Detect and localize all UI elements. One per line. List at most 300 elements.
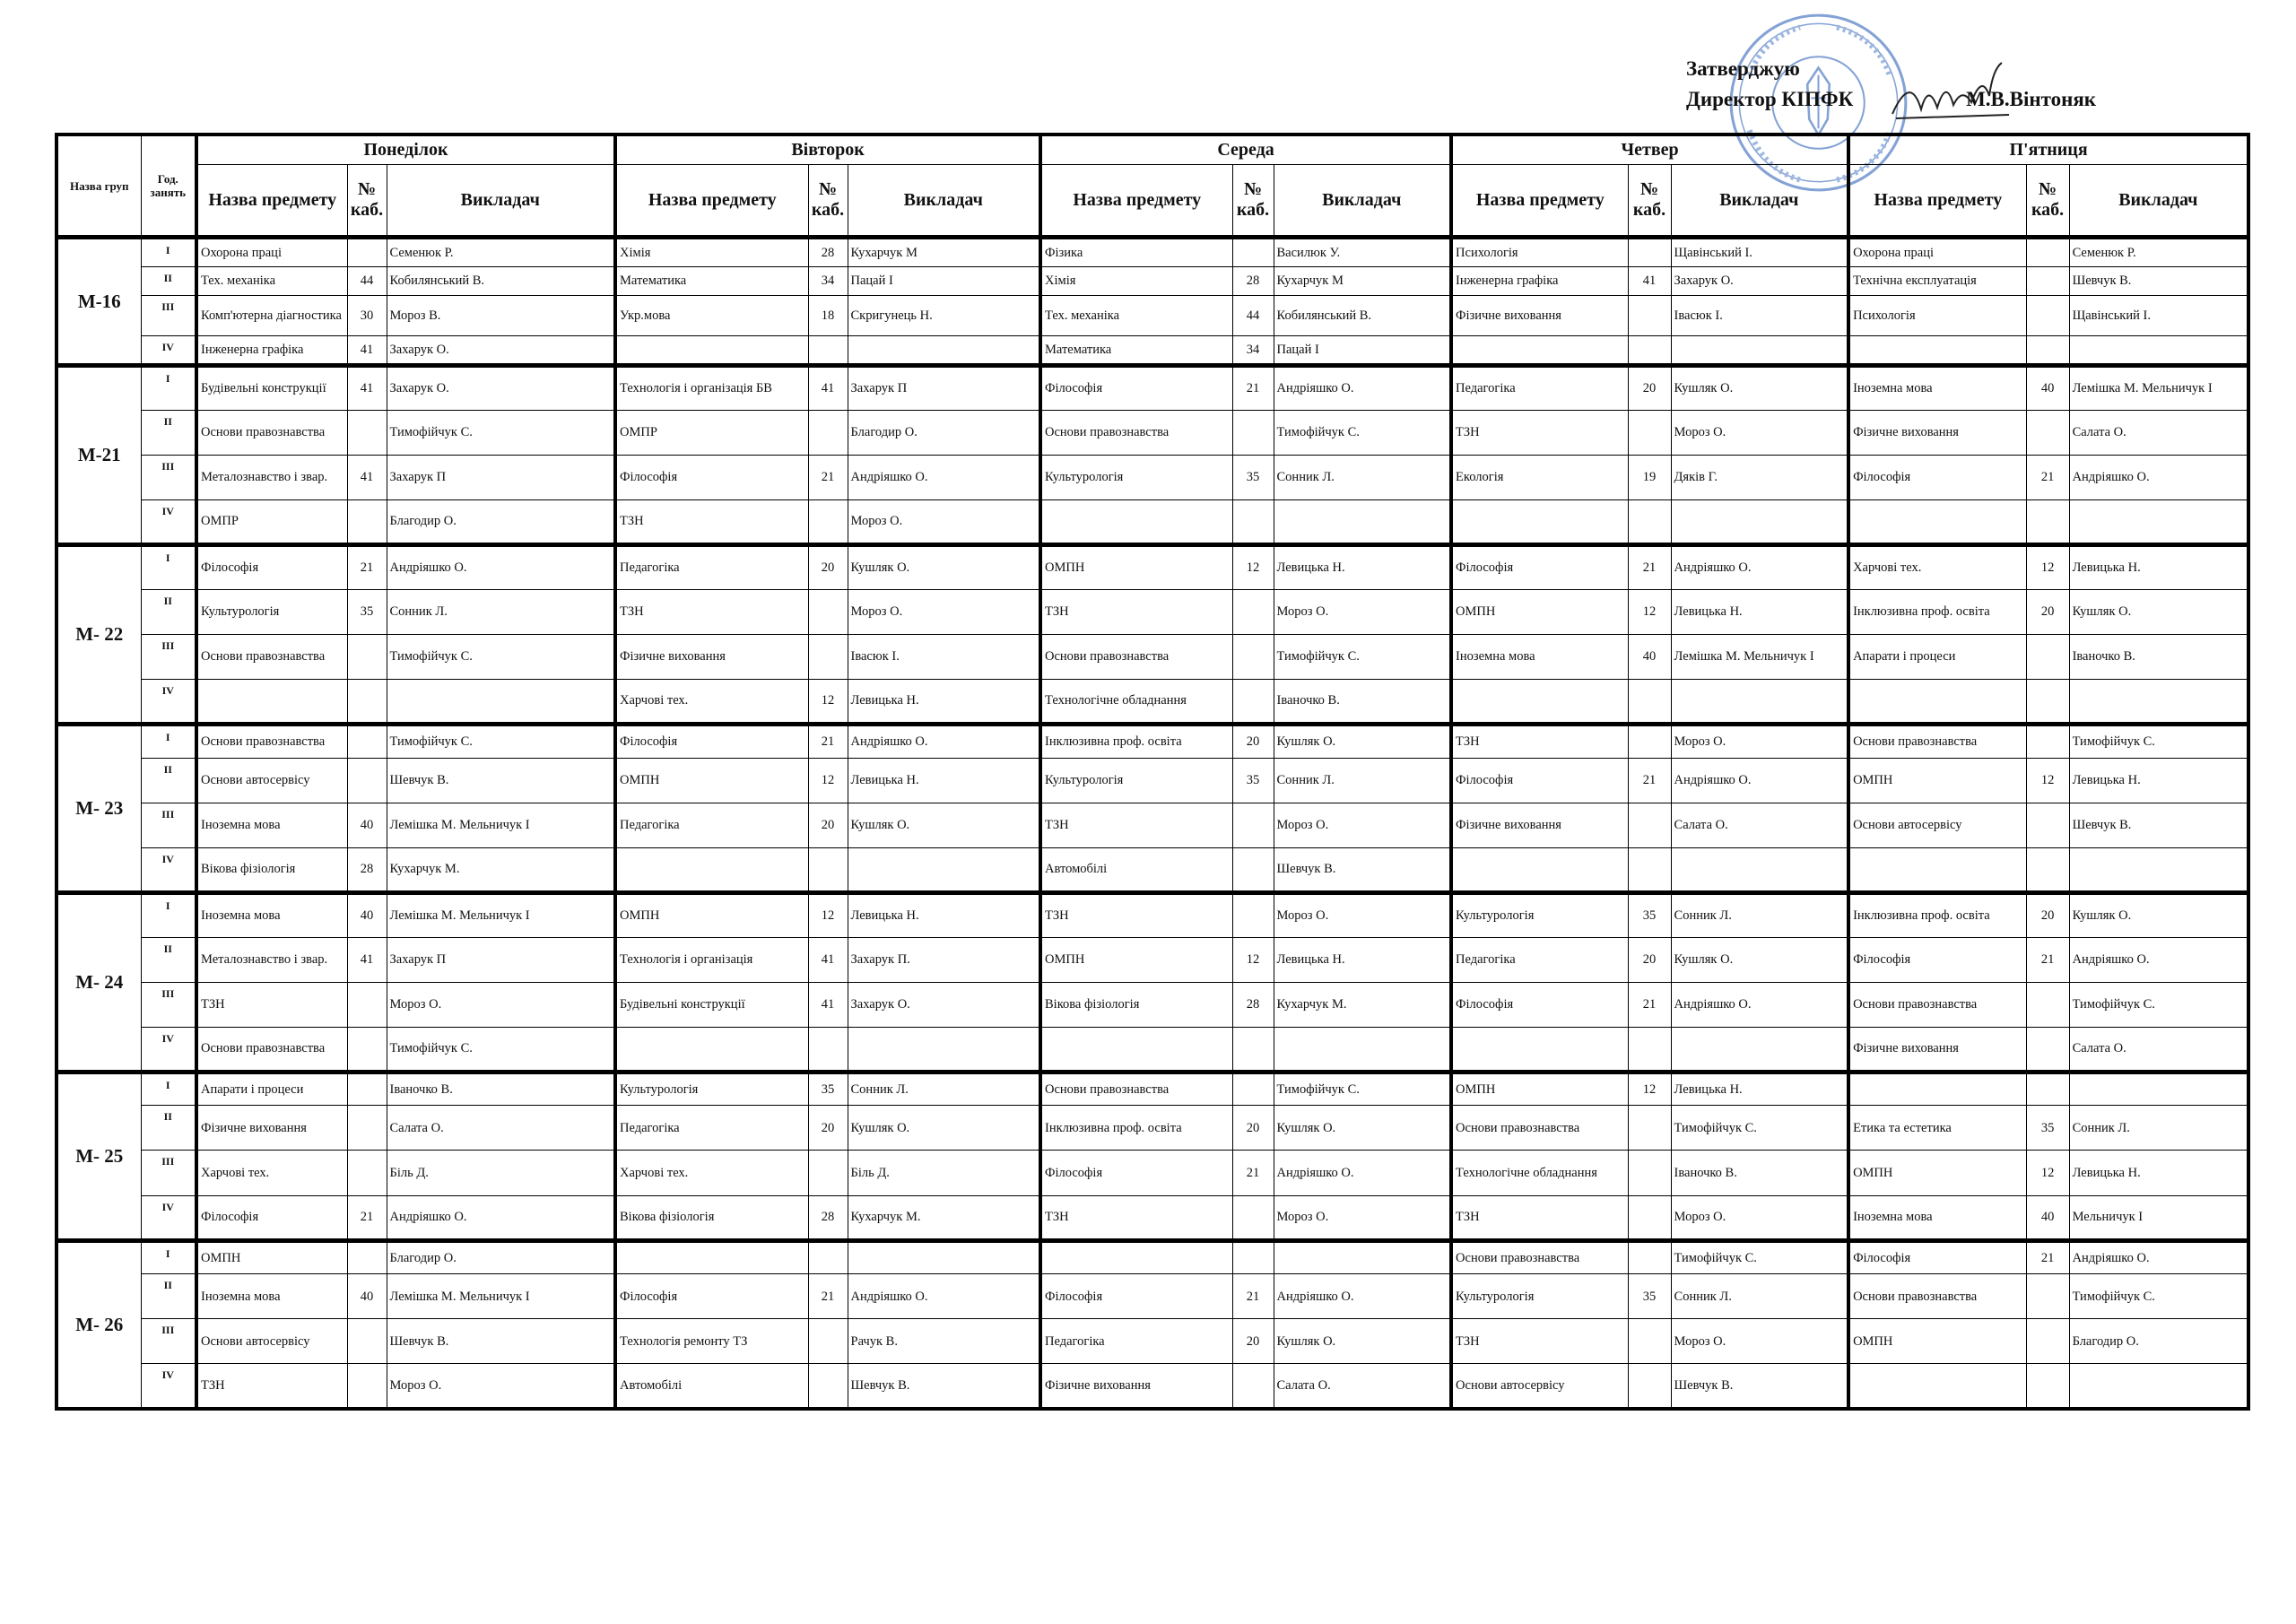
room-cell: 34 (808, 266, 848, 296)
teacher-cell: Кухарчук М (848, 238, 1040, 267)
subject-cell: Інженерна графіка (196, 336, 347, 366)
room-cell: 12 (1232, 937, 1274, 982)
teacher-cell: Салата О. (1671, 803, 1848, 847)
teacher-cell: Шевчук В. (387, 758, 615, 803)
subject-cell (615, 847, 808, 892)
teacher-cell: Благодир О. (848, 410, 1040, 455)
table-row (57, 238, 2248, 267)
table-row (57, 1151, 2248, 1195)
teacher-cell: Салата О. (2069, 1027, 2248, 1072)
room-cell (808, 410, 848, 455)
subject-cell: Педагогіка (615, 1106, 808, 1151)
subject-cell: Основи правознавства (196, 725, 347, 759)
teacher-cell: Шевчук В. (2069, 803, 2248, 847)
subject-cell: Культурологія (1451, 1274, 1628, 1319)
subject-cell: Психологія (1848, 296, 2026, 336)
room-cell: 21 (808, 455, 848, 499)
subject-cell: ОМПН (615, 758, 808, 803)
subject-cell: ОМПН (1848, 758, 2026, 803)
teacher-cell: Захарук П (387, 455, 615, 499)
room-cell: 20 (808, 544, 848, 589)
subject-cell: Філософія (196, 1195, 347, 1240)
lesson-number: III (141, 296, 196, 336)
subject-cell: Інклюзивна проф. освіта (1040, 1106, 1232, 1151)
room-cell: 21 (1628, 982, 1671, 1027)
subject-cell: ТЗН (196, 982, 347, 1027)
group-name: М- 23 (57, 725, 141, 893)
subject-cell: ОМПН (1451, 589, 1628, 634)
subject-cell: ТЗН (1451, 410, 1628, 455)
teacher-cell: Івасюк І. (848, 634, 1040, 679)
teacher-cell: Іваночко В. (2069, 634, 2248, 679)
teacher-cell: Тимофійчук С. (1274, 1072, 1451, 1106)
room-cell: 35 (1628, 1274, 1671, 1319)
subject-cell: Культурологія (1451, 892, 1628, 937)
group-column-header: Назва груп (57, 135, 141, 238)
teacher-cell: Семенюк Р. (387, 238, 615, 267)
teacher-cell: Андріяшко О. (1274, 1274, 1451, 1319)
subject-cell (1451, 847, 1628, 892)
subject-cell: Основи правознавства (1040, 1072, 1232, 1106)
lesson-number: I (141, 544, 196, 589)
teacher-cell: Кушляк О. (1671, 937, 1848, 982)
subject-cell: Хімія (1040, 266, 1232, 296)
teacher-cell: Сонник Л. (387, 589, 615, 634)
subject-cell: Основи автосервісу (1451, 1364, 1628, 1409)
teacher-cell: Салата О. (387, 1106, 615, 1151)
lesson-number: I (141, 365, 196, 410)
teacher-column-header: Викладач (848, 165, 1040, 238)
room-cell (1232, 589, 1274, 634)
subject-cell: Основи правознавства (1451, 1240, 1628, 1274)
subject-cell: ОМПН (1451, 1072, 1628, 1106)
approval-title: Затверджую (1686, 57, 1800, 80)
subject-cell: Автомобілі (615, 1364, 808, 1409)
subject-cell (1451, 499, 1628, 544)
teacher-cell: Мороз О. (1671, 1319, 1848, 1364)
teacher-cell: Мороз О. (848, 499, 1040, 544)
subject-cell: Педагогіка (1451, 365, 1628, 410)
subject-cell: Фізичне виховання (1848, 1027, 2026, 1072)
room-cell: 40 (347, 803, 387, 847)
subject-cell: Вікова фізіологія (1040, 982, 1232, 1027)
subject-cell: Педагогіка (1040, 1319, 1232, 1364)
subject-cell: Металознавство і звар. (196, 937, 347, 982)
table-row (57, 1319, 2248, 1364)
teacher-cell: Андріяшко О. (1671, 758, 1848, 803)
room-cell: 21 (1628, 544, 1671, 589)
lesson-number: I (141, 1240, 196, 1274)
subject-cell: Технологія і організація (615, 937, 808, 982)
subject-cell (1848, 336, 2026, 366)
teacher-cell: Андріяшко О. (848, 725, 1040, 759)
teacher-cell: Салата О. (1274, 1364, 1451, 1409)
subject-cell: Філософія (1848, 937, 2026, 982)
subject-cell: Філософія (1451, 758, 1628, 803)
lesson-number: II (141, 266, 196, 296)
table-row (57, 1072, 2248, 1106)
day-header-thursday: Четвер (1451, 135, 1848, 165)
room-cell: 21 (1232, 1151, 1274, 1195)
subject-cell (1040, 1027, 1232, 1072)
lesson-number: I (141, 238, 196, 267)
subject-cell: Інклюзивна проф. освіта (1040, 725, 1232, 759)
teacher-cell: Левицька Н. (2069, 1151, 2248, 1195)
subject-cell: Педагогіка (615, 544, 808, 589)
group-name: М- 25 (57, 1072, 141, 1240)
table-row (57, 296, 2248, 336)
subject-cell: Екологія (1451, 455, 1628, 499)
subject-cell: Основи правознавства (1040, 634, 1232, 679)
subject-cell: ТЗН (1040, 589, 1232, 634)
schedule-header (57, 135, 2248, 238)
teacher-cell: Кушляк О. (848, 1106, 1040, 1151)
room-cell (1232, 1195, 1274, 1240)
subject-cell: Будівельні конструкції (196, 365, 347, 410)
room-cell: 21 (2026, 455, 2069, 499)
teacher-cell (1274, 1240, 1451, 1274)
teacher-cell: Сонник Л. (1671, 1274, 1848, 1319)
room-cell (1628, 1319, 1671, 1364)
teacher-cell: Благодир О. (2069, 1319, 2248, 1364)
subject-cell: Філософія (196, 544, 347, 589)
teacher-cell: Сонник Л. (1671, 892, 1848, 937)
subject-cell: Психологія (1451, 238, 1628, 267)
room-cell: 20 (808, 1106, 848, 1151)
teacher-cell: Мороз О. (1274, 1195, 1451, 1240)
room-cell (2026, 296, 2069, 336)
subject-cell: Філософія (1451, 544, 1628, 589)
teacher-cell: Тимофійчук С. (387, 634, 615, 679)
room-cell (2026, 266, 2069, 296)
subject-cell: ТЗН (615, 589, 808, 634)
teacher-cell: Кушляк О. (848, 544, 1040, 589)
room-cell: 41 (1628, 266, 1671, 296)
teacher-cell: Андріяшко О. (2069, 937, 2248, 982)
teacher-cell: Лемішка М. Мельничук І (2069, 365, 2248, 410)
room-cell: 20 (1232, 725, 1274, 759)
room-cell (1628, 296, 1671, 336)
teacher-cell: Андріяшко О. (2069, 455, 2248, 499)
room-cell (2026, 410, 2069, 455)
subject-cell: Основи автосервісу (1848, 803, 2026, 847)
teacher-cell: Левицька Н. (848, 679, 1040, 724)
teacher-cell: Тимофійчук С. (387, 725, 615, 759)
subject-cell: Укр.мова (615, 296, 808, 336)
teacher-cell: Щавінський І. (2069, 296, 2248, 336)
lesson-number: IV (141, 336, 196, 366)
teacher-cell: Тимофійчук С. (2069, 982, 2248, 1027)
teacher-cell: Рачук В. (848, 1319, 1040, 1364)
subject-cell: Філософія (1040, 365, 1232, 410)
room-cell (347, 758, 387, 803)
table-row (57, 589, 2248, 634)
teacher-cell (1671, 679, 1848, 724)
room-cell (347, 1027, 387, 1072)
teacher-cell (848, 847, 1040, 892)
room-cell (2026, 847, 2069, 892)
subject-cell (1848, 847, 2026, 892)
teacher-column-header: Викладач (387, 165, 615, 238)
table-row (57, 544, 2248, 589)
subject-cell: Фізичне виховання (196, 1106, 347, 1151)
teacher-cell: Сонник Л. (1274, 758, 1451, 803)
room-cell (1628, 679, 1671, 724)
subject-cell: Апарати і процеси (1848, 634, 2026, 679)
room-cell (1628, 847, 1671, 892)
table-row (57, 1195, 2248, 1240)
lesson-number: IV (141, 847, 196, 892)
subject-cell (1848, 1072, 2026, 1106)
room-cell (1232, 238, 1274, 267)
teacher-cell: Кушляк О. (1274, 1106, 1451, 1151)
room-cell: 40 (2026, 1195, 2069, 1240)
room-cell (1628, 410, 1671, 455)
lesson-number: II (141, 758, 196, 803)
subject-cell: Харчові тех. (196, 1151, 347, 1195)
room-cell: 41 (347, 336, 387, 366)
subject-cell: Основи автосервісу (196, 758, 347, 803)
room-cell (347, 1240, 387, 1274)
subject-cell: Металознавство і звар. (196, 455, 347, 499)
teacher-cell: Мороз О. (1274, 803, 1451, 847)
subject-cell: Філософія (1848, 1240, 2026, 1274)
subject-cell: Фізичне виховання (1848, 410, 2026, 455)
subject-cell: Іноземна мова (1848, 365, 2026, 410)
room-cell (2026, 499, 2069, 544)
subject-cell: Іноземна мова (1451, 634, 1628, 679)
room-cell (2026, 982, 2069, 1027)
room-cell (1628, 336, 1671, 366)
table-row (57, 803, 2248, 847)
room-cell (2026, 679, 2069, 724)
room-column-header: № каб. (1628, 165, 1671, 238)
room-cell (1628, 1151, 1671, 1195)
subject-cell: ТЗН (1040, 1195, 1232, 1240)
teacher-cell: Кушляк О. (2069, 589, 2248, 634)
teacher-cell: Захарук О. (387, 336, 615, 366)
teacher-cell: Благодир О. (387, 1240, 615, 1274)
room-cell (1628, 1195, 1671, 1240)
teacher-cell: Сонник Л. (1274, 455, 1451, 499)
table-row (57, 1274, 2248, 1319)
teacher-cell: Тимофійчук С. (387, 1027, 615, 1072)
teacher-cell: Захарук П. (848, 937, 1040, 982)
teacher-cell: Мороз О. (1274, 892, 1451, 937)
group-name: М-21 (57, 365, 141, 544)
teacher-cell (848, 1027, 1040, 1072)
lesson-number: III (141, 982, 196, 1027)
teacher-cell: Левицька Н. (1274, 937, 1451, 982)
room-cell (1628, 238, 1671, 267)
subject-cell (615, 1027, 808, 1072)
subject-cell: Математика (1040, 336, 1232, 366)
subject-cell: ОМПР (615, 410, 808, 455)
teacher-cell: Мороз О. (1671, 410, 1848, 455)
lesson-number: II (141, 937, 196, 982)
room-cell: 21 (1232, 1274, 1274, 1319)
subject-cell: Харчові тех. (1848, 544, 2026, 589)
subject-cell: ТЗН (1451, 1195, 1628, 1240)
table-row (57, 847, 2248, 892)
teacher-cell: Біль Д. (848, 1151, 1040, 1195)
lesson-number: I (141, 725, 196, 759)
subject-cell (1040, 1240, 1232, 1274)
table-row (57, 634, 2248, 679)
subject-cell (1848, 499, 2026, 544)
room-cell: 44 (1232, 296, 1274, 336)
room-cell: 12 (2026, 544, 2069, 589)
teacher-cell: Кушляк О. (848, 803, 1040, 847)
room-cell: 20 (1232, 1106, 1274, 1151)
teacher-cell: Лемішка М. Мельничук І (387, 803, 615, 847)
subject-cell: Математика (615, 266, 808, 296)
room-cell: 28 (808, 238, 848, 267)
lesson-number: III (141, 455, 196, 499)
day-header-tuesday: Вівторок (615, 135, 1040, 165)
subject-cell: ОМПН (615, 892, 808, 937)
teacher-cell: Тимофійчук С. (1671, 1240, 1848, 1274)
room-column-header: № каб. (2026, 165, 2069, 238)
room-cell: 41 (808, 937, 848, 982)
teacher-cell: Семенюк Р. (2069, 238, 2248, 267)
teacher-cell: Кобилянський В. (387, 266, 615, 296)
subject-cell: ОМПР (196, 499, 347, 544)
teacher-cell: Шевчук В. (1274, 847, 1451, 892)
teacher-cell: Мороз О. (387, 982, 615, 1027)
teacher-cell: Дяків Г. (1671, 455, 1848, 499)
room-cell: 21 (808, 1274, 848, 1319)
table-row (57, 1106, 2248, 1151)
table-row (57, 1240, 2248, 1274)
room-cell (2026, 1027, 2069, 1072)
room-cell: 35 (2026, 1106, 2069, 1151)
subject-cell: Технологія ремонту ТЗ (615, 1319, 808, 1364)
teacher-cell: Кухарчук М. (1274, 982, 1451, 1027)
day-header-monday: Понеділок (196, 135, 615, 165)
lesson-number: II (141, 589, 196, 634)
teacher-cell: Захарук П (848, 365, 1040, 410)
subject-cell: Філософія (1451, 982, 1628, 1027)
teacher-cell: Мороз О. (387, 1364, 615, 1409)
room-cell: 44 (347, 266, 387, 296)
lesson-number: I (141, 892, 196, 937)
subject-cell: Хімія (615, 238, 808, 267)
teacher-cell: Захарук О. (848, 982, 1040, 1027)
teacher-cell: Мороз О. (1274, 589, 1451, 634)
room-cell (2026, 1364, 2069, 1409)
teacher-cell: Мороз О. (1671, 1195, 1848, 1240)
subject-cell: Фізичне виховання (1451, 803, 1628, 847)
teacher-cell: Кушляк О. (1274, 1319, 1451, 1364)
subject-cell: Будівельні конструкції (615, 982, 808, 1027)
room-cell (1628, 499, 1671, 544)
table-row (57, 266, 2248, 296)
room-cell (808, 847, 848, 892)
subject-cell: Культурологія (615, 1072, 808, 1106)
lesson-number: III (141, 803, 196, 847)
subject-cell: Основи правознавства (196, 410, 347, 455)
room-cell (347, 1072, 387, 1106)
room-cell (1628, 1240, 1671, 1274)
teacher-cell: Лемішка М. Мельничук І (387, 892, 615, 937)
teacher-cell: Кухарчук М. (848, 1195, 1040, 1240)
teacher-cell: Мороз О. (1671, 725, 1848, 759)
table-row (57, 410, 2248, 455)
teacher-cell: Мельничук І (2069, 1195, 2248, 1240)
teacher-cell: Кобилянський В. (1274, 296, 1451, 336)
teacher-cell: Кушляк О. (1274, 725, 1451, 759)
subject-cell: Етика та естетика (1848, 1106, 2026, 1151)
lesson-number: IV (141, 499, 196, 544)
subject-cell: Тех. механіка (1040, 296, 1232, 336)
subject-cell: Охорона праці (196, 238, 347, 267)
subject-cell (196, 679, 347, 724)
room-cell: 40 (347, 1274, 387, 1319)
lesson-number: IV (141, 1195, 196, 1240)
lesson-number: IV (141, 1027, 196, 1072)
room-cell (347, 1151, 387, 1195)
room-cell: 20 (1232, 1319, 1274, 1364)
subject-cell: ОМПН (1848, 1319, 2026, 1364)
subject-cell: Апарати і процеси (196, 1072, 347, 1106)
subject-column-header: Назва предмету (615, 165, 808, 238)
subject-cell: Основи правознавства (1848, 982, 2026, 1027)
room-cell: 28 (347, 847, 387, 892)
teacher-cell: Захарук О. (387, 365, 615, 410)
subject-cell: Філософія (615, 1274, 808, 1319)
subject-cell: Фізичне виховання (1451, 296, 1628, 336)
teacher-cell (387, 679, 615, 724)
subject-cell: Комп'ютерна діагностика (196, 296, 347, 336)
teacher-cell: Андріяшко О. (1274, 1151, 1451, 1195)
subject-cell: Іноземна мова (196, 803, 347, 847)
teacher-cell: Біль Д. (387, 1151, 615, 1195)
room-cell (808, 589, 848, 634)
teacher-cell: Левицька Н. (1274, 544, 1451, 589)
teacher-cell (1671, 499, 1848, 544)
teacher-cell (1274, 499, 1451, 544)
room-cell (347, 238, 387, 267)
table-row (57, 455, 2248, 499)
subject-cell: ТЗН (615, 499, 808, 544)
teacher-cell (2069, 679, 2248, 724)
teacher-cell: Тимофійчук С. (1274, 410, 1451, 455)
room-cell (1232, 1240, 1274, 1274)
teacher-cell (848, 336, 1040, 366)
teacher-cell: Андріяшко О. (2069, 1240, 2248, 1274)
teacher-cell (2069, 336, 2248, 366)
room-cell: 21 (808, 725, 848, 759)
subject-cell: Філософія (615, 725, 808, 759)
room-cell: 30 (347, 296, 387, 336)
lesson-number: II (141, 1106, 196, 1151)
subject-cell: Філософія (615, 455, 808, 499)
room-cell (2026, 238, 2069, 267)
group-name: М- 24 (57, 892, 141, 1072)
teacher-cell: Тимофійчук С. (2069, 1274, 2248, 1319)
table-row (57, 365, 2248, 410)
room-cell (2026, 1274, 2069, 1319)
room-cell: 19 (1628, 455, 1671, 499)
teacher-cell: Кухарчук М (1274, 266, 1451, 296)
room-cell: 12 (1232, 544, 1274, 589)
teacher-cell: Левицька Н. (2069, 544, 2248, 589)
subject-cell: Культурологія (1040, 758, 1232, 803)
subject-column-header: Назва предмету (1848, 165, 2026, 238)
room-cell: 12 (2026, 1151, 2069, 1195)
subject-cell: Основи правознавства (196, 634, 347, 679)
